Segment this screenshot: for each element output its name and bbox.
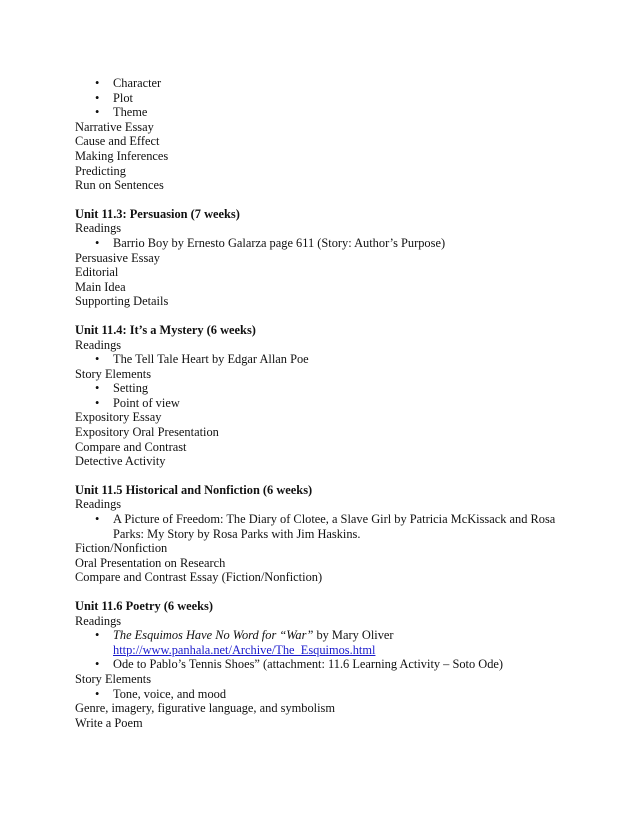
poem-link[interactable]: http://www.panhala.net/Archive/The_Esquimos.html	[113, 642, 376, 657]
bullet-icon: •	[95, 395, 100, 410]
readings-label: Readings	[75, 221, 122, 236]
bullet-icon: •	[95, 657, 100, 672]
bullet-icon: •	[95, 90, 100, 105]
bullet-item: • Barrio Boy by Ernesto Galarza page 611 (Story: Author’s Purpose)	[95, 235, 446, 250]
bullet-item	[75, 628, 595, 657]
text-line: Persuasive Essay	[75, 250, 160, 265]
bullet-item: • Setting	[95, 381, 149, 396]
bullet-icon: •	[95, 628, 100, 643]
text-line: Detective Activity	[75, 454, 166, 469]
text-line: Expository Essay	[75, 410, 162, 425]
bullet-icon: •	[95, 686, 100, 701]
bullet-item: • A Picture of Freedom: The Diary of Clotee, a Slave Girl by Patricia McKissack and Rosa Parks: My Story by Rosa Parks with Jim Haskins.	[95, 512, 556, 541]
unit-heading: Unit 11.3: Persuasion (7 weeks)	[75, 206, 240, 221]
bullet-item: • Tone, voice, and mood	[95, 686, 227, 701]
text-line: Compare and Contrast	[75, 439, 187, 454]
unit-heading: Unit 11.4: It’s a Mystery (6 weeks)	[75, 322, 256, 337]
text-line: Making Inferences	[75, 148, 169, 163]
poem-title: The Esquimos Have No Word for “War”	[113, 628, 314, 643]
bullet-icon: •	[95, 235, 100, 250]
bullet-item: • Point of view	[95, 395, 180, 410]
text-line: Narrative Essay	[75, 119, 154, 134]
unit-heading: Unit 11.5 Historical and Nonfiction (6 weeks)	[75, 482, 313, 497]
text-line: Predicting	[75, 163, 126, 178]
text-line: Editorial	[75, 265, 119, 280]
readings-label: Readings	[75, 497, 122, 512]
bullet-icon: •	[95, 76, 100, 90]
story-elements-label: Story Elements	[75, 366, 152, 381]
bullet-item: • The Tell Tale Heart by Edgar Allan Poe	[95, 352, 309, 367]
text-line: Oral Presentation on Research	[75, 555, 226, 570]
text-line: Write a Poem	[75, 715, 143, 730]
readings-label: Readings	[75, 337, 122, 352]
text-line: Genre, imagery, figurative language, and symbolism	[75, 701, 336, 716]
document-body	[75, 76, 595, 730]
bullet-item: • Ode to Pablo’s Tennis Shoes” (attachment: 11.6 Learning Activity – Soto Ode)	[95, 657, 504, 672]
text-line: Expository Oral Presentation	[75, 425, 219, 440]
text-line: Supporting Details	[75, 294, 169, 309]
readings-label: Readings	[75, 613, 122, 628]
bullet-icon: •	[95, 105, 100, 120]
story-elements-label: Story Elements	[75, 671, 152, 686]
text-line: Cause and Effect	[75, 134, 160, 149]
bullet-item: • Theme	[95, 105, 148, 120]
text-line: Fiction/Nonfiction	[75, 541, 168, 556]
bullet-icon: •	[95, 381, 100, 396]
text-line: Main Idea	[75, 279, 126, 294]
text-line: Run on Sentences	[75, 178, 164, 193]
unit-heading: Unit 11.6 Poetry (6 weeks)	[75, 599, 213, 613]
bullet-item: • Plot	[95, 90, 133, 105]
bullet-icon: •	[95, 352, 100, 367]
text-line: Compare and Contrast Essay (Fiction/Nonfiction)	[75, 570, 323, 585]
bullet-item: • Character	[95, 76, 162, 90]
poem-author: by Mary Oliver	[313, 628, 394, 643]
bullet-icon: •	[95, 512, 100, 527]
